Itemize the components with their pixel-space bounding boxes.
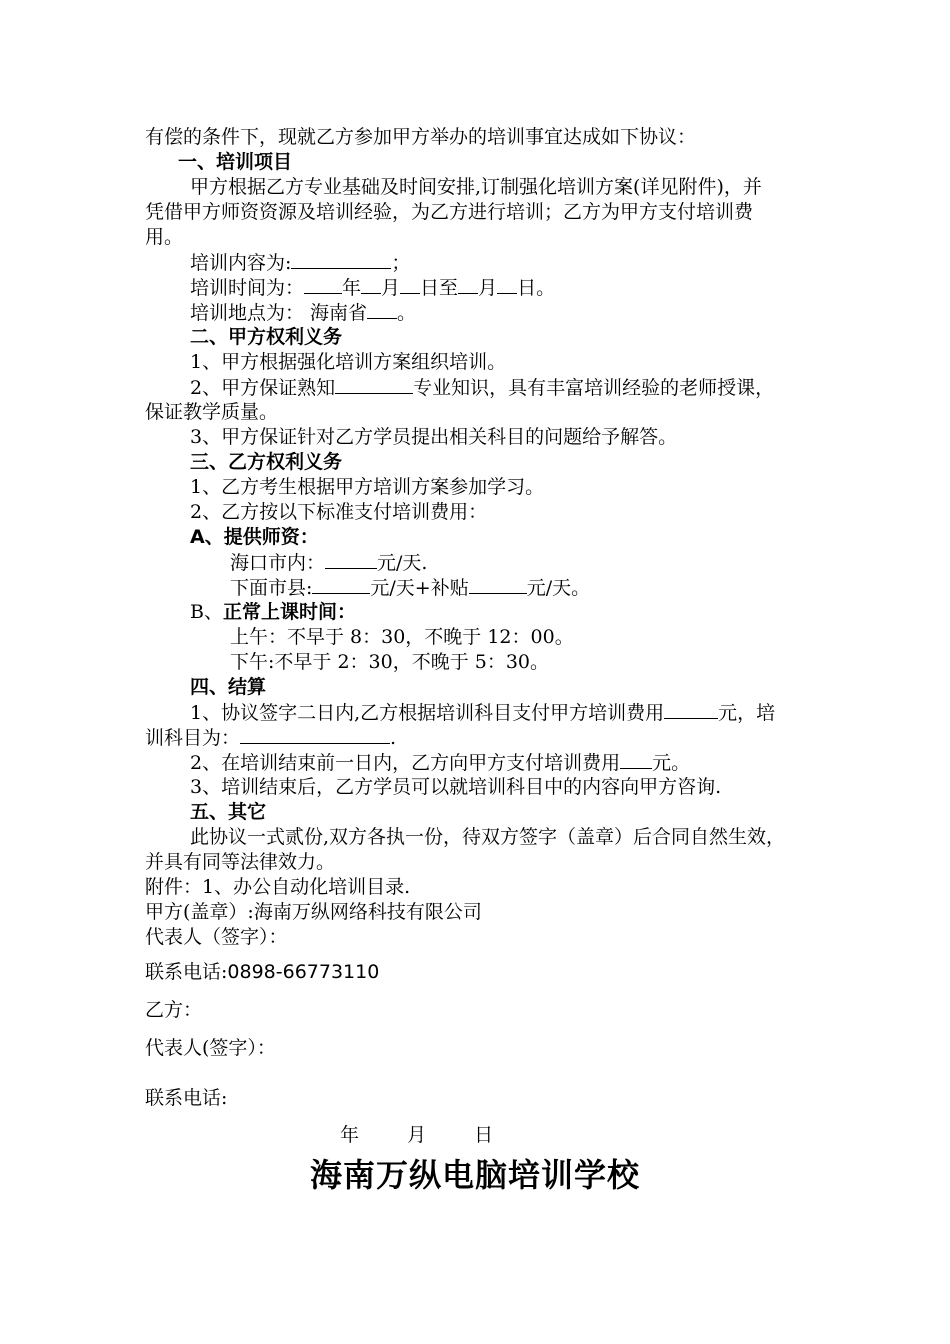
class-time-afternoon: 下午:不早于 2：30，不晚于 5：30。 [230, 651, 550, 673]
section-2-item: 2、甲方保证熟知 专业知识，具有丰富培训经验的老师授课， [190, 377, 775, 399]
section-4-item: 训科目为： . [145, 727, 397, 749]
section-2-item: 3、甲方保证针对乙方学员提出相关科目的问题给予解答。 [190, 426, 678, 448]
section-1-title: 一、培训项目 [178, 151, 293, 173]
section-3-sub-a-title: A、提供师资： [190, 526, 319, 548]
section-4-item: 1、协议签字二日内,乙方根据培训科目支付甲方培训费用 元，培 [190, 702, 776, 724]
section-2-title: 二、甲方权利义务 [190, 326, 343, 348]
section-3-item: 2、乙方按以下标准支付培训费用： [190, 501, 488, 523]
section-1-para: 凭借甲方师资资源及培训经验，为乙方进行培训；乙方为甲方支付培训费 [145, 201, 754, 223]
section-2-item: 保证教学质量。 [145, 401, 279, 423]
footer-title: 海南万纵电脑培训学校 [309, 1156, 640, 1194]
section-2-item: 1、甲方根据强化培训方案组织培训。 [190, 351, 507, 373]
training-place-line: 培训地点为： 海南省 。 [190, 302, 417, 324]
section-5-para: 此协议一式贰份,双方各执一份，待双方签字（盖章）后合同自然生效， [190, 826, 786, 848]
intro-line: 有偿的条件下，现就乙方参加甲方举办的培训事宜达成如下协议： [145, 126, 697, 148]
party-b-rep-line: 代表人(签字）： [145, 1037, 276, 1059]
date-line: 年 月 日 [340, 1124, 494, 1146]
section-4-title: 四、结算 [190, 676, 267, 698]
fee-county-line: 下面市县: 元/天+补贴 元/天。 [230, 577, 591, 599]
attachment-line: 附件：1、办公自动化培训目录. [145, 876, 411, 898]
training-time-line: 培训时间为： 年 月 日至 月 日。 [190, 277, 556, 299]
section-1-para: 用。 [145, 226, 184, 248]
party-a-phone-line: 联系电话:0898-66773110 [145, 961, 380, 983]
party-a-line: 甲方(盖章）:海南万纵网络科技有限公司 [145, 901, 482, 923]
section-1-para: 甲方根据乙方专业基础及时间安排,订制强化培训方案(详见附件)，并 [190, 176, 762, 198]
section-5-title: 五、其它 [190, 801, 267, 823]
training-content-line: 培训内容为: ； [190, 252, 411, 274]
section-3-sub-b-title: B、正常上课时间： [190, 601, 356, 623]
party-a-rep-line: 代表人（签字）： [145, 926, 288, 948]
section-3-title: 三、乙方权利义务 [190, 451, 343, 473]
section-5-para: 并具有同等法律效力。 [145, 851, 336, 873]
class-time-morning: 上午：不早于 8：30，不晚于 12：00。 [230, 626, 574, 648]
party-b-line: 乙方： [145, 999, 203, 1021]
section-4-item: 2、在培训结束前一日内，乙方向甲方支付培训费用 元。 [190, 752, 691, 774]
fee-haikou-line: 海口市内： 元/天. [230, 552, 428, 574]
section-3-item: 1、乙方考生根据甲方培训方案参加学习。 [190, 476, 545, 498]
party-b-phone-line: 联系电话: [145, 1087, 228, 1109]
section-4-item: 3、培训结束后，乙方学员可以就培训科目中的内容向甲方咨询. [190, 776, 722, 798]
